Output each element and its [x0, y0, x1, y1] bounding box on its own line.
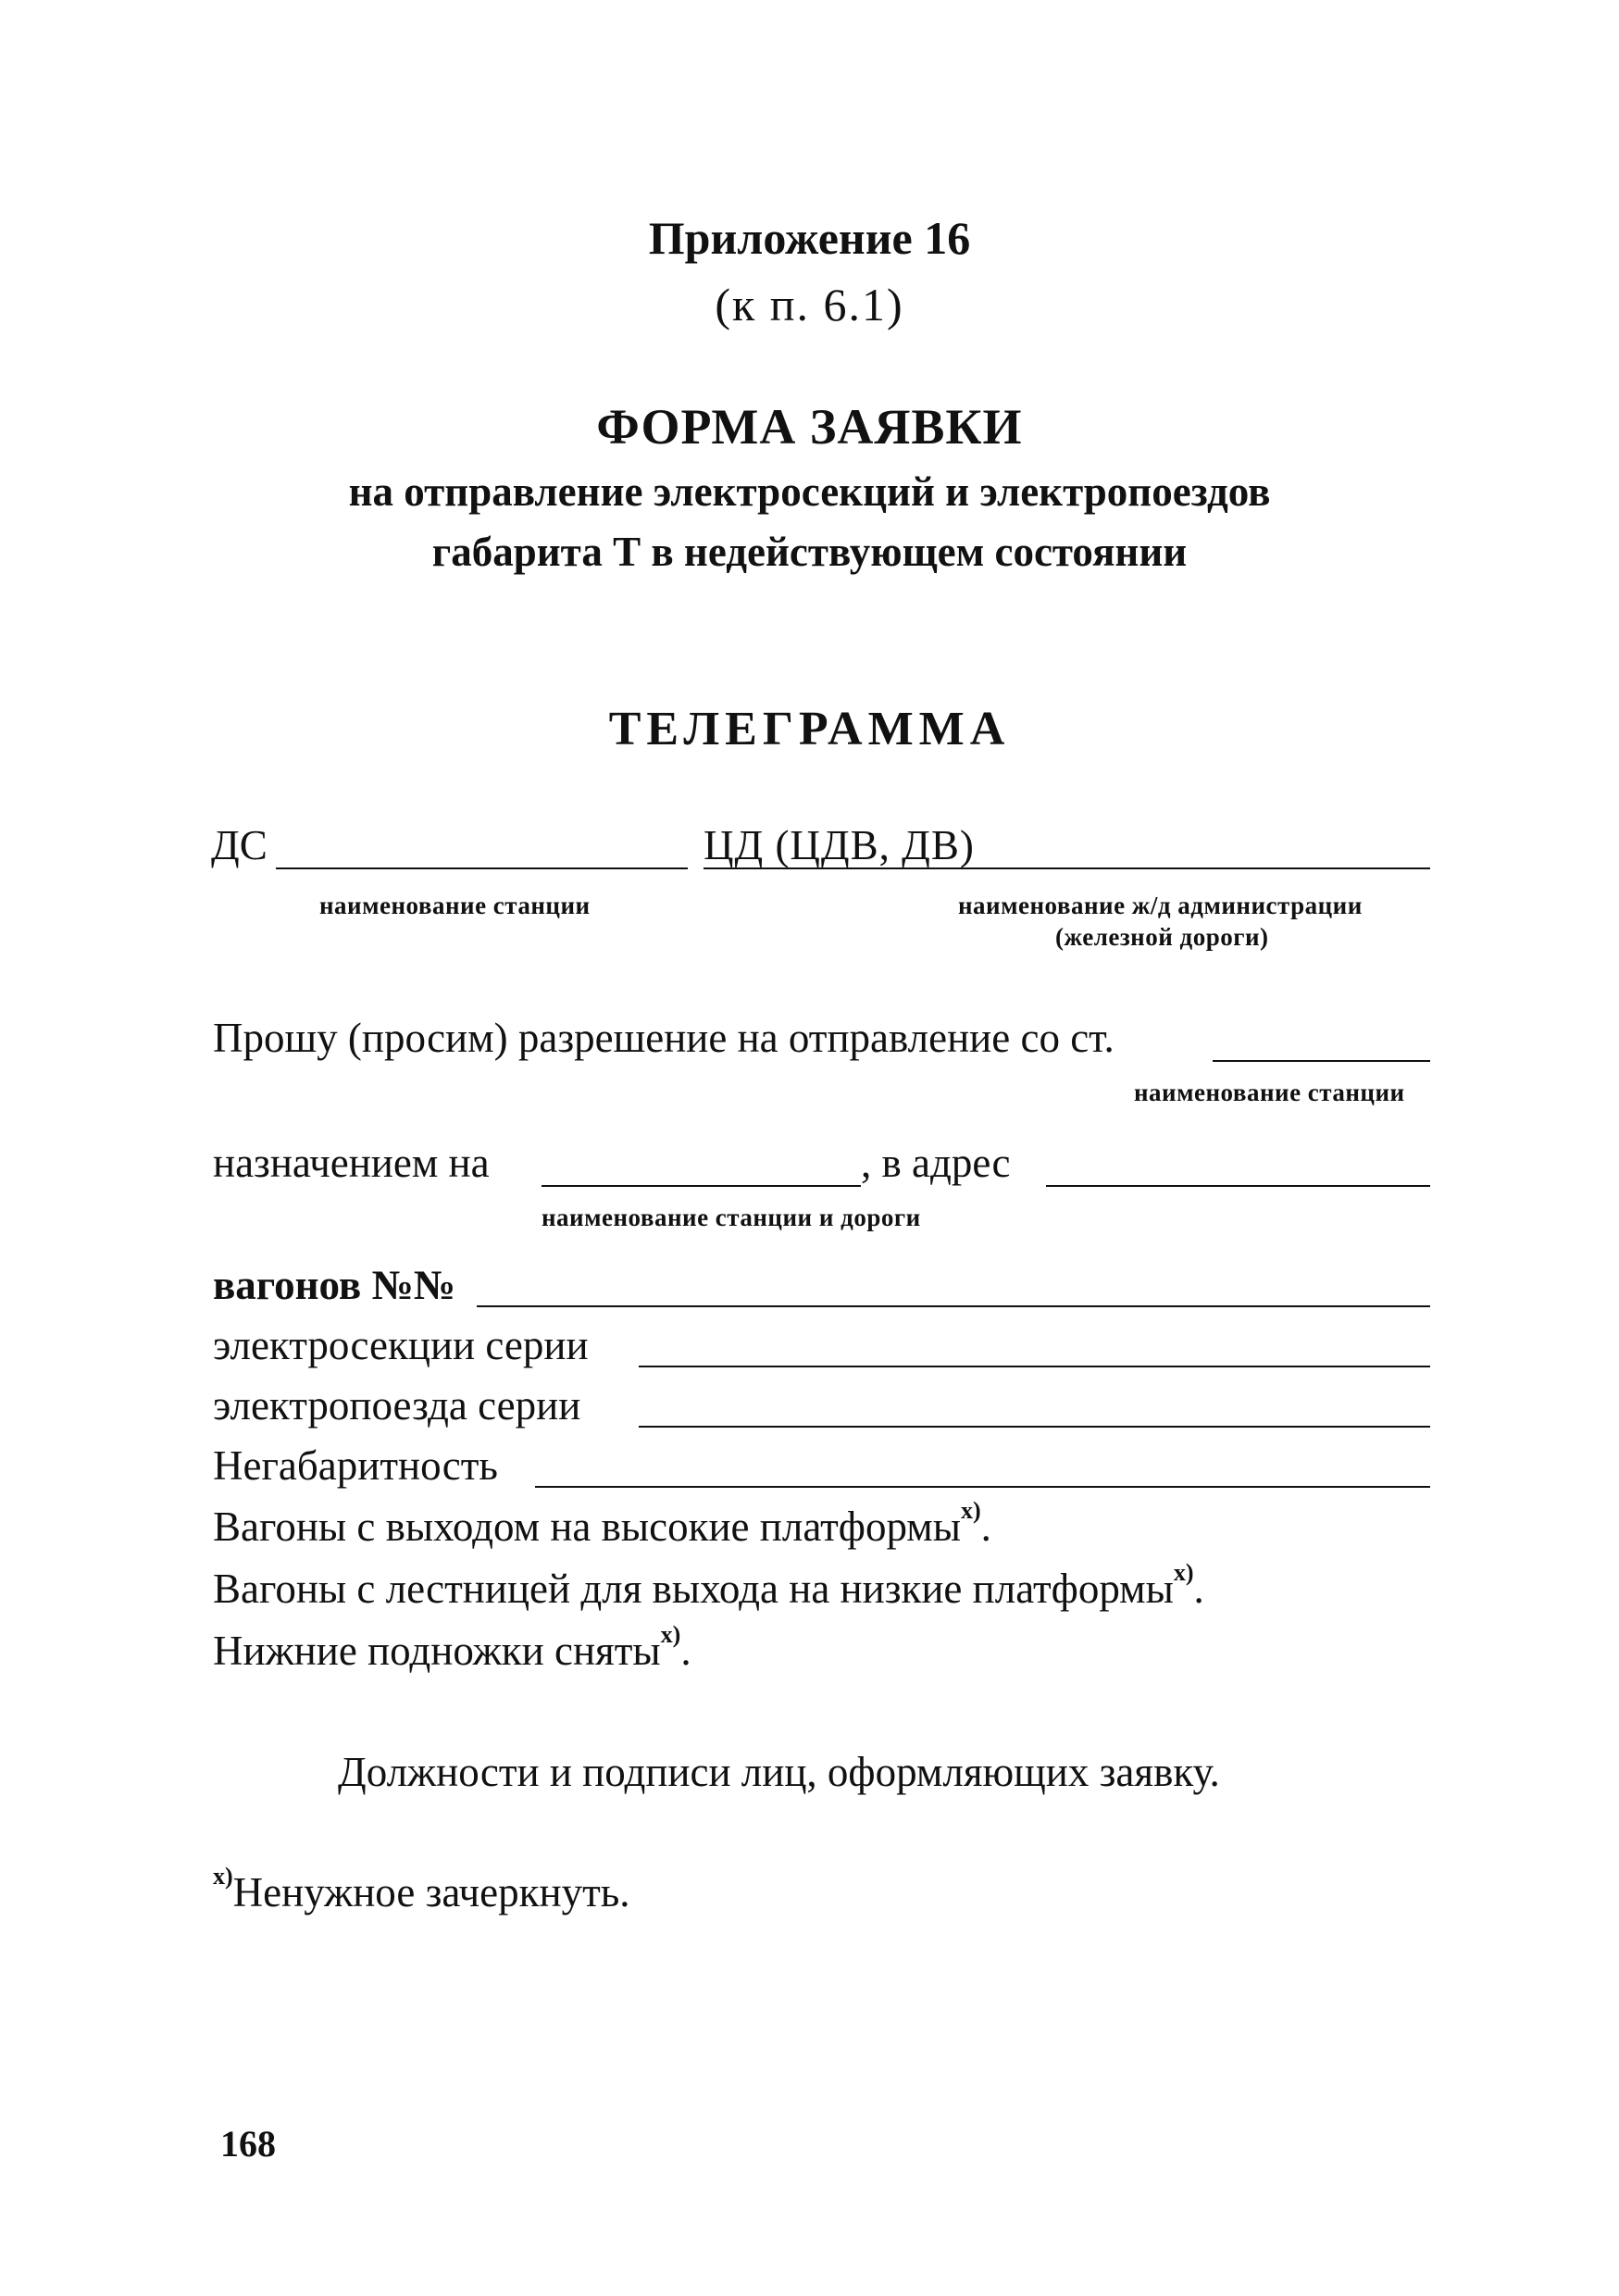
request-text: Прошу (просим) разрешение на отправление со ст. [213, 1015, 1115, 1061]
footnote-marker: x) [660, 1621, 681, 1648]
appendix-title: Приложение 16 [648, 212, 971, 264]
statement-low-platforms-text: Вагоны с лестницей для выхода на низкие платформы [213, 1566, 1174, 1612]
sections-field[interactable] [639, 1366, 1430, 1367]
page-number: 168 [220, 2123, 276, 2165]
address-label: , в адрес [861, 1140, 1011, 1186]
signatures-line: Должности и подписи лиц, оформляющих заявку. [338, 1749, 1220, 1795]
to-administration-field[interactable] [704, 867, 1430, 869]
from-station-field[interactable] [276, 867, 688, 869]
trains-label: электропоезда серии [213, 1382, 581, 1429]
statement-high-platforms-text: Вагоны с выходом на высокие платформы [213, 1504, 961, 1550]
footnote-marker: x) [1173, 1559, 1194, 1586]
destination-caption: наименование станции и дороги [542, 1204, 921, 1231]
appendix-reference: (к п. 6.1) [715, 279, 904, 331]
trains-field[interactable] [639, 1426, 1430, 1428]
statement-period: . [680, 1628, 691, 1674]
wagons-field[interactable] [477, 1305, 1430, 1307]
to-value: ЦД (ЦДВ, ДВ) [704, 822, 975, 868]
form-subtitle-line2: габарита Т в недействующем состоянии [431, 529, 1188, 575]
destination-label: назначением на [213, 1140, 490, 1186]
statement-footboards [213, 1621, 691, 1675]
statement-high-platforms [213, 1497, 991, 1551]
request-caption: наименование станции [1134, 1079, 1405, 1106]
statement-period: . [1193, 1566, 1204, 1612]
oversize-field[interactable] [535, 1486, 1430, 1488]
statement-period: . [980, 1504, 991, 1550]
statement-low-platforms [213, 1559, 1204, 1613]
from-caption: наименование станции [319, 892, 591, 919]
address-field[interactable] [1046, 1185, 1430, 1187]
telegram-heading: ТЕЛЕГРАММА [608, 703, 1011, 755]
sections-label: электросекции серии [213, 1322, 589, 1368]
oversize-label: Негабаритность [213, 1442, 498, 1489]
footnote-marker: x) [213, 1863, 233, 1890]
footnote [213, 1863, 630, 1916]
form-subtitle-line1: на отправление электросекций и электропоездов [348, 468, 1271, 515]
to-caption-1: наименование ж/д администрации [958, 892, 1363, 919]
destination-field[interactable] [542, 1185, 861, 1187]
footnote-text: Ненужное зачеркнуть. [232, 1869, 630, 1915]
from-prefix: ДС [211, 822, 268, 868]
footnote-marker: x) [960, 1497, 981, 1524]
form-title: ФОРМА ЗАЯВКИ [596, 399, 1023, 455]
statement-footboards-text: Нижние подножки сняты [213, 1628, 661, 1674]
wagons-label: вагонов №№ [213, 1262, 455, 1308]
to-caption-2: (железной дороги) [1055, 923, 1269, 951]
departure-station-field[interactable] [1213, 1060, 1430, 1062]
